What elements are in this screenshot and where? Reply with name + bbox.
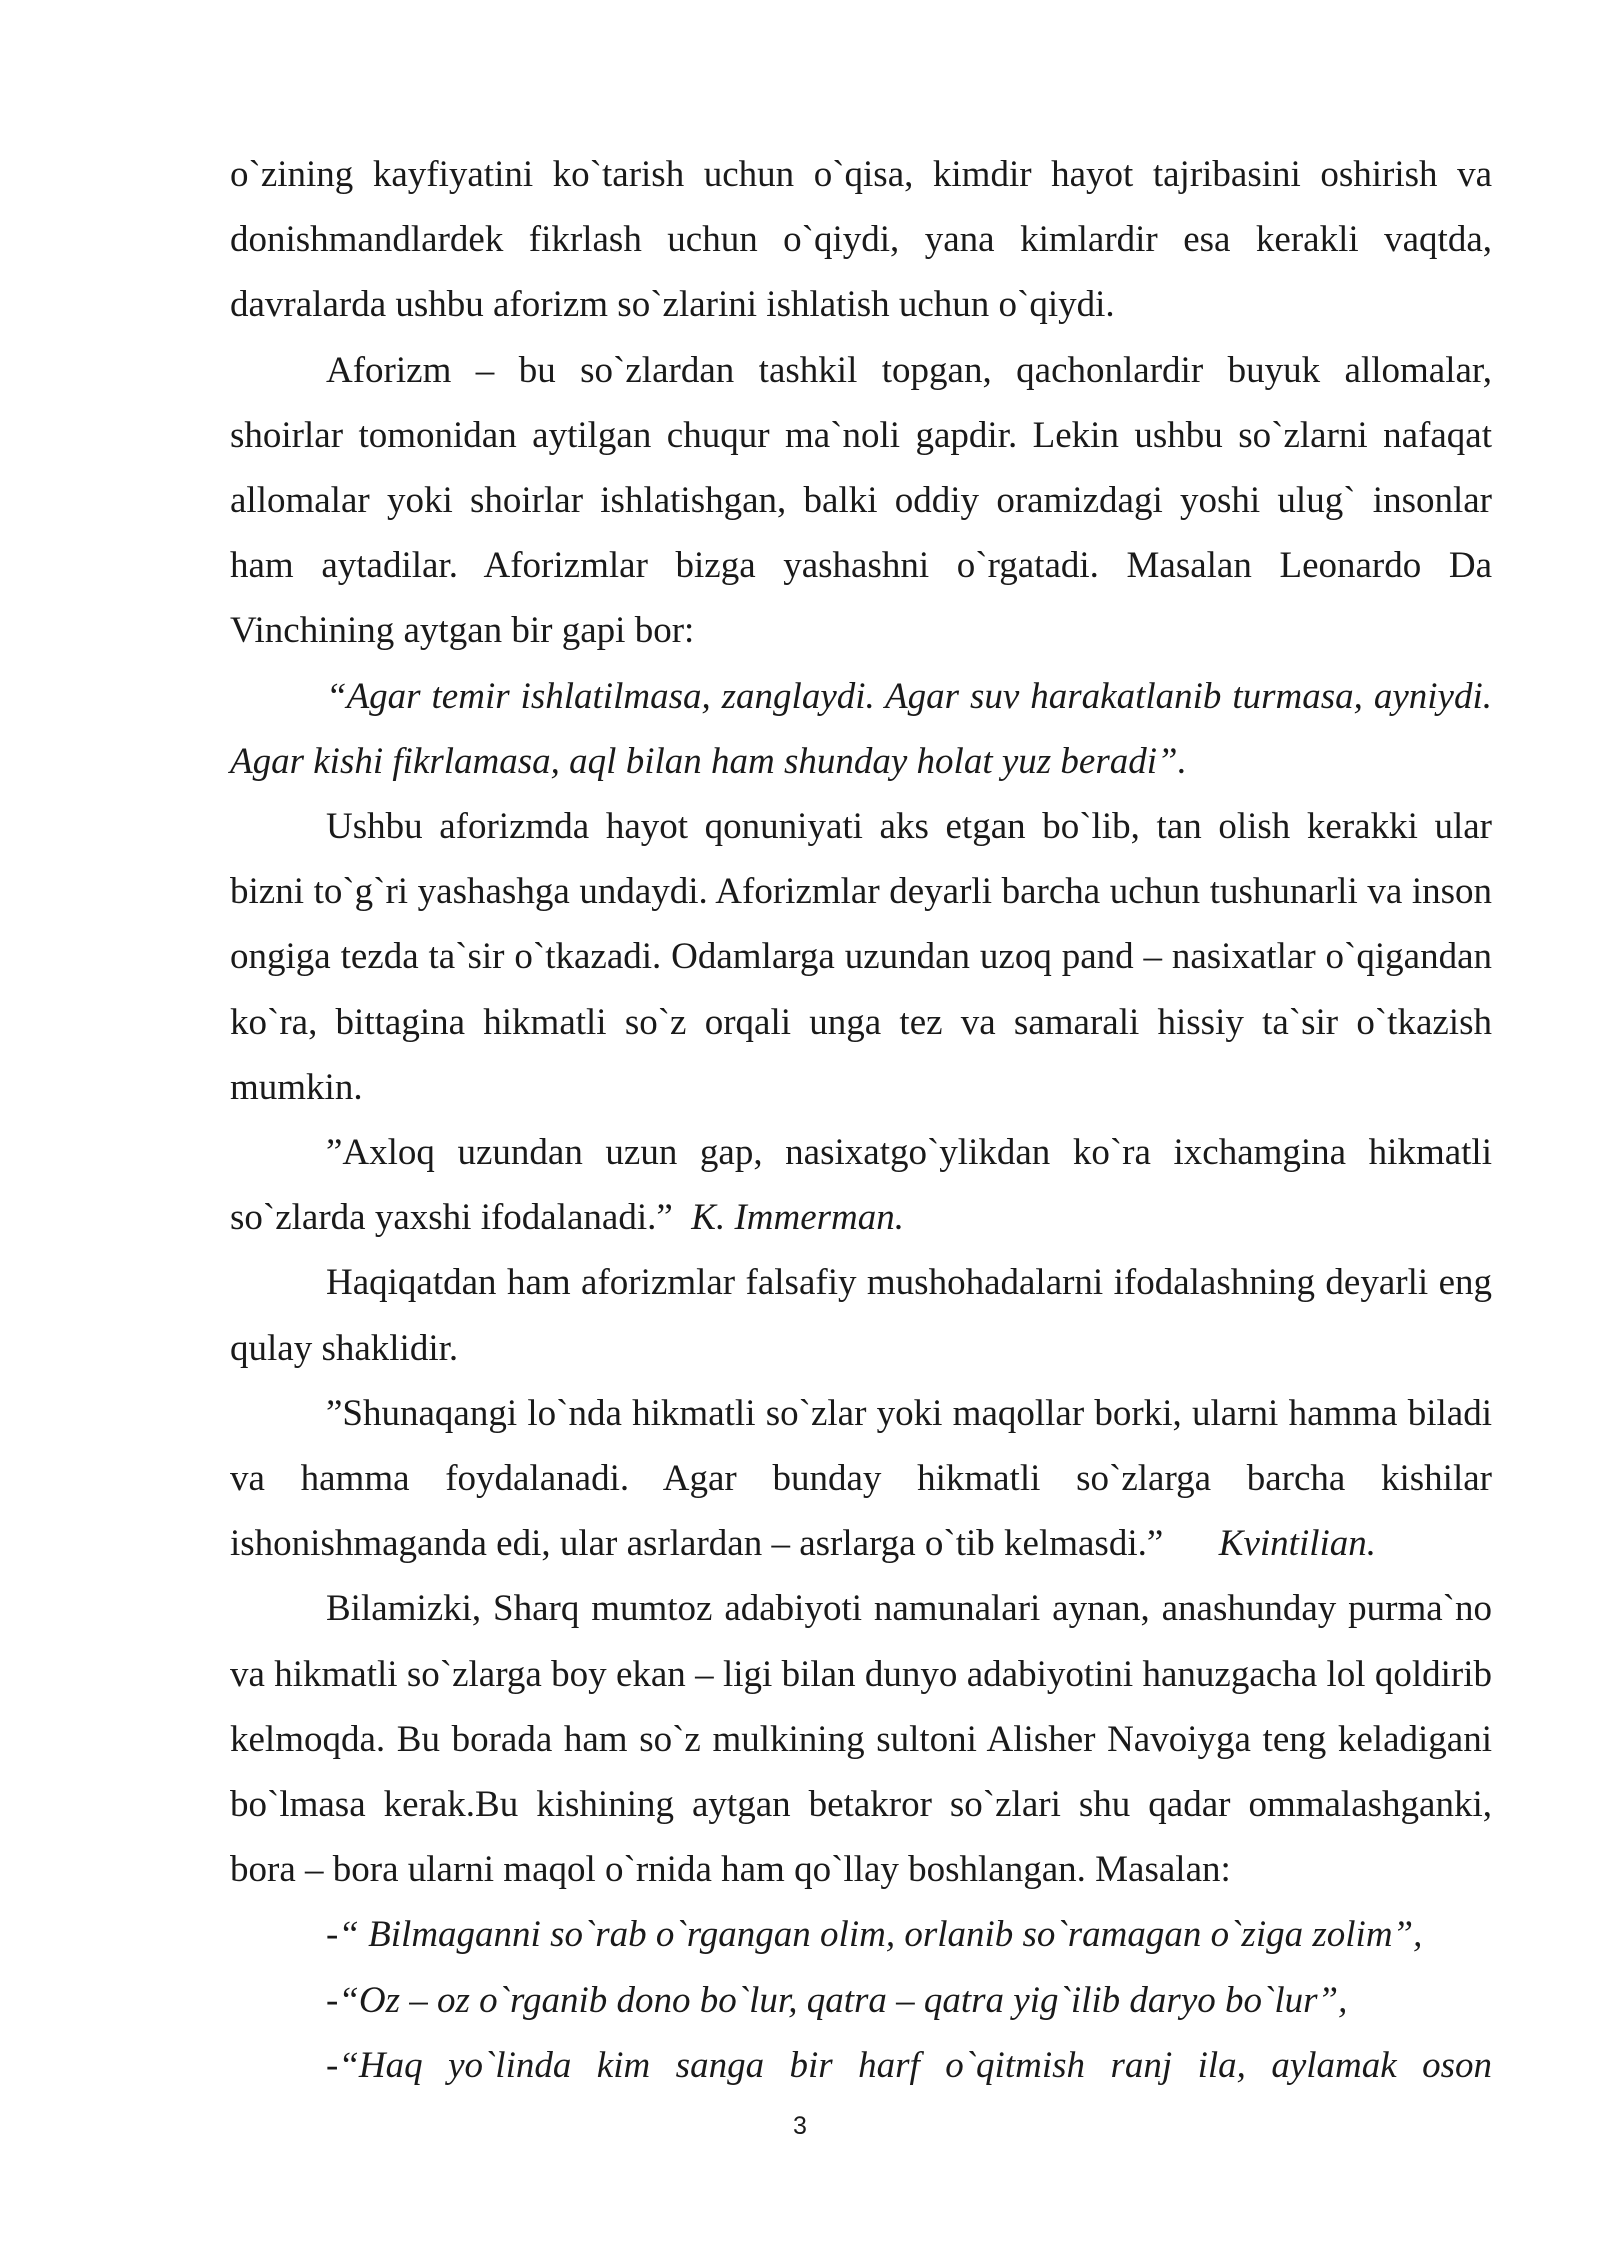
list-item-navoiy-2-text: “Oz – oz o`rganib dono bo`lur, qatra – qatra yig`ilib daryo bo`lur”, (338, 1979, 1348, 2021)
quote-immerman-author: K. Immerman. (691, 1197, 905, 1239)
list-item-navoiy-1 (230, 1902, 1492, 1967)
page-body (230, 142, 1492, 2098)
page-number: 3 (793, 2112, 807, 2140)
list-dash: - (326, 1914, 339, 1956)
list-item-navoiy-2 (230, 1968, 1492, 2033)
list-item-navoiy-3-text: “Haq yo`linda kim sanga bir harf o`qitmish ranj ila, aylamak oson (338, 2044, 1492, 2086)
quote-leonardo: “Agar temir ishlatilmasa, zanglaydi. Agar suv harakatlanib turmasa, ayniydi. Agar kishi fikrlamasa, aql bilan ham shunday holat yuz beradi”. (230, 675, 1492, 782)
paragraph-sharq-adabiyoti: Bilamizki, Sharq mumtoz adabiyoti namunalari aynan, anashunday purma`no va hikmatli so`zlarga boy ekan – ligi bilan dunyo adabiyotini hanuzgacha lol qoldirib kelmoqda. Bu borada ham so`z mulkining sultoni Alisher Navoiyga teng keladigani bo`lmasa kerak.Bu kishining aytgan betakror so`zlari shu qadar ommalashganki, bora – bora ularni maqol o`rnida ham qo`llay boshlangan. Masalan: (230, 1588, 1492, 1891)
paragraph-hayot-qonuniyati: Ushbu aforizmda hayot qonuniyati aks etgan bo`lib, tan olish kerakki ular bizni to`g`ri yashashga undaydi. Aforizmlar deyarli barcha uchun tushunarli va inson ongiga tezda ta`sir o`tkazadi. Odamlarga uzundan uzoq pand – nasixatlar o`qigandan ko`ra, bittagina hikmatli so`z orqali unga tez va samarali hissiy ta`sir o`tkazish mumkin. (230, 806, 1492, 1108)
paragraph-aforizm-definition: Aforizm – bu so`zlardan tashkil topgan, qachonlardir buyuk allomalar, shoirlar tomonidan aytilgan chuqur ma`noli gapdir. Lekin ushbu so`zlarni nafaqat allomalar yoki shoirlar ishlatishgan, balki oddiy oramizdagi yoshi ulug` insonlar ham aytadilar. Aforizmlar bizga yashashni o`rgatadi. Masalan Leonardo Da Vinchining aytgan bir gapi bor: (230, 349, 1492, 652)
paragraph-haqiqatdan: Haqiqatdan ham aforizmlar falsafiy mushohadalarni ifodalashning deyarli eng qulay shaklidir. (230, 1262, 1492, 1369)
list-dash: - (326, 2044, 339, 2086)
list-dash: - (326, 1979, 339, 2021)
quote-immerman-text: ”Axloq uzundan uzun gap, nasixatgo`ylikdan ko`ra ixchamgina hikmatli so`zlarda yaxshi ifodalanadi.” (230, 1132, 1492, 1239)
quote-kvintilian (230, 1381, 1492, 1577)
quote-kvintilian-author: Kvintilian. (1218, 1523, 1377, 1565)
list-item-navoiy-1-text: “ Bilmaganni so`rab o`rgangan olim, orlanib so`ramagan o`ziga zolim”, (338, 1914, 1423, 1956)
list-item-navoiy-3 (230, 2033, 1492, 2098)
quote-immerman (230, 1120, 1492, 1250)
quote-kvintilian-text: ”Shunaqangi lo`nda hikmatli so`zlar yoki maqollar borki, ularni hamma biladi va hamma foydalanadi. Agar bunday hikmatli so`zlarga barcha kishilar ishonishmaganda edi, ular asrlardan – asrlarga o`tib kelmasdi.” (230, 1392, 1492, 1565)
paragraph-continuation: o`zining kayfiyatini ko`tarish uchun o`qisa, kimdir hayot tajribasini oshirish va donishmandlardek fikrlash uchun o`qiydi, yana kimlardir esa kerakli vaqtda, davralarda ushbu aforizm so`zlarini ishlatish uchun o`qiydi. (230, 154, 1492, 326)
